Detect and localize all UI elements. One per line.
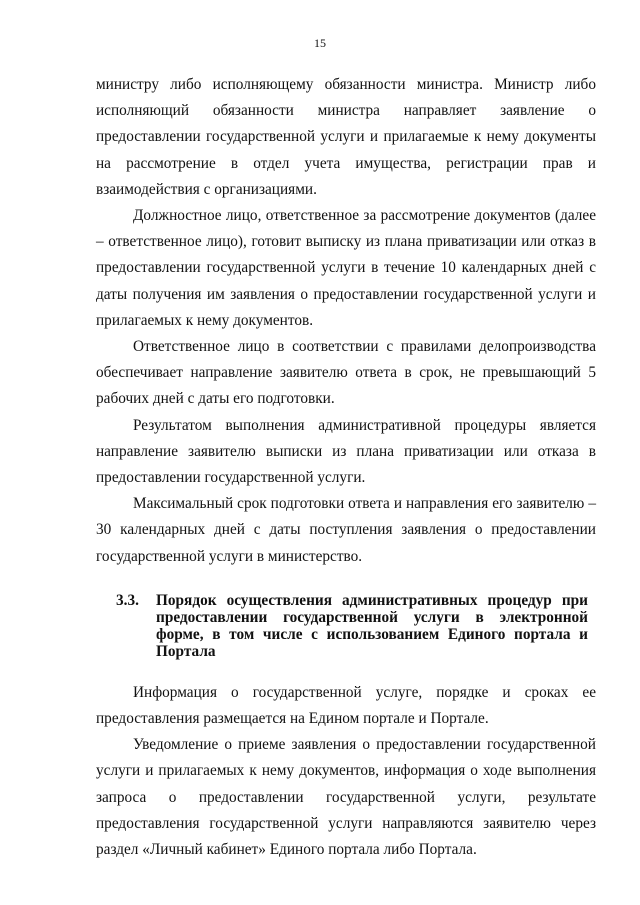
paragraph-procedure-result: Результатом выполнения административной процедуры является направление заявителю выписки из плана приватизации или отказа в предоставлении государственной услуги. — [96, 416, 596, 487]
paragraph-response-deadline: Ответственное лицо в соответствии с правилами делопроизводства обеспечивает направление заявителю ответа в срок, не превышающий 5 рабочих дней с даты его подготовки. — [96, 338, 596, 408]
paragraph-portal-info: Информация о государственной услуге, порядке и сроках ее предоставления размещается на Едином портале и Портале. — [96, 683, 596, 728]
paragraph-continuation: министру либо исполняющему обязанности министра. Министр либо исполняющий обязанности министра направляет заявление о предоставлении государственной услуги и прилагаемые к нему документы на рассмотрение в отдел учета имущества, регистрации прав и взаимодействия с организациями. — [96, 76, 596, 198]
section-title: Порядок осуществления административных процедур при предоставлении государственной услуги в электронной форме, в том числе с использованием Единого портала и Портала — [156, 591, 588, 660]
document-body — [96, 72, 596, 863]
section-number: 3.3. — [116, 591, 139, 609]
page-number: 15 — [314, 36, 326, 50]
paragraph-max-term: Максимальный срок подготовки ответа и направления его заявителю – 30 календарных дней с даты поступления заявления о предоставлении государственной услуги в министерство. — [96, 495, 596, 565]
section-heading — [96, 592, 596, 660]
paragraph-responsible-person: Должностное лицо, ответственное за рассмотрение документов (далее – ответственное лицо), готовит выписку из плана приватизации или отказ в предоставлении государственной услуги в течение 10 календарных дней с даты получения им заявления о предоставлении государственной услуги и прилагаемых к нему документов. — [96, 207, 596, 329]
paragraph-personal-cabinet: Уведомление о приеме заявления о предоставлении государственной услуги и прилагаемых к нему документов, информация о ходе выполнения запроса о предоставлении государственной услуги, результате предоставления государственной услуги направляются заявителю через раздел «Личный кабинет» Единого портала либо Портала. — [96, 736, 596, 859]
